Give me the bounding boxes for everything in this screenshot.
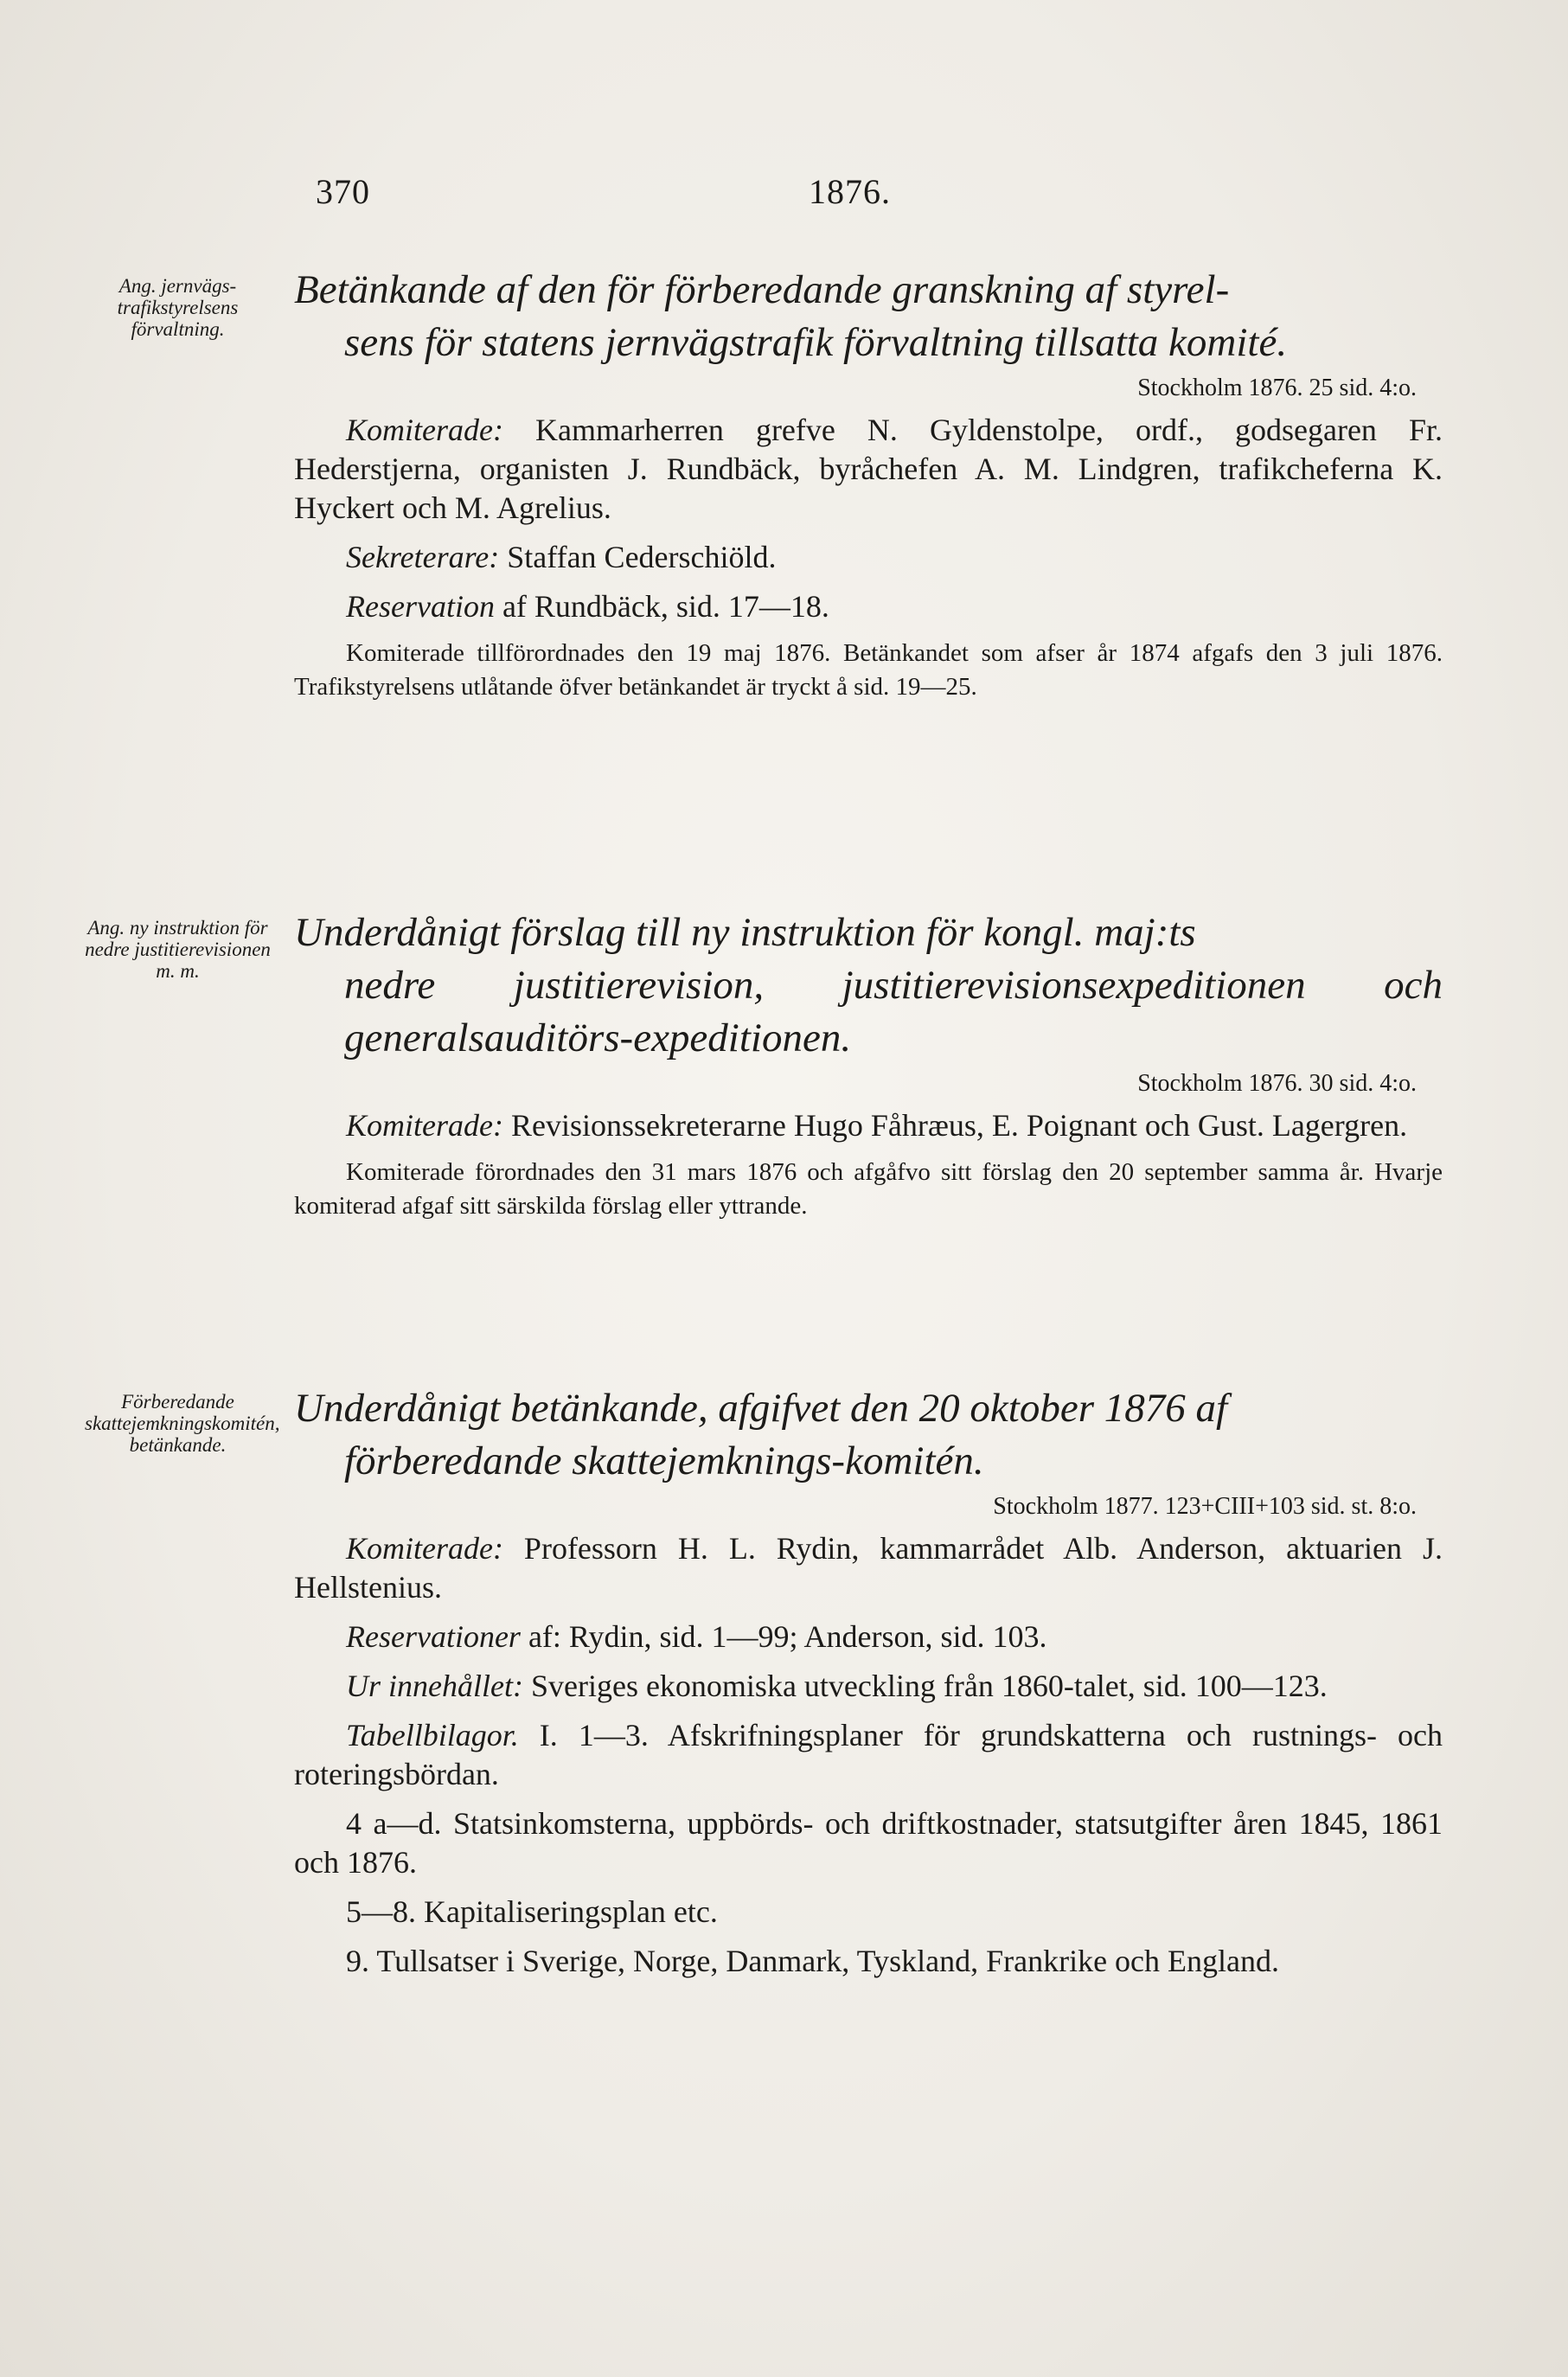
committee-text: Professorn H. L. Rydin, kammarrådet Alb. Anderson, aktuarien J. Hellstenius.: [294, 1531, 1443, 1605]
running-year: 1876.: [809, 172, 891, 211]
entry-title-rest: förberedande skattejemknings-komitén.: [344, 1438, 984, 1483]
entry-title: [294, 264, 1443, 369]
committee-members: [294, 1529, 1443, 1607]
entry-title: [294, 1382, 1443, 1488]
contents: [294, 1667, 1443, 1706]
appendix-item: 5—8. Kapitaliseringsplan etc.: [346, 1894, 718, 1929]
contents-label: Ur innehållet:: [346, 1669, 523, 1703]
secretary-label: Sekreterare:: [346, 540, 500, 574]
appendix-item: 9. Tullsatser i Sverige, Norge, Danmark, Tyskland, Frankrike och England.: [346, 1944, 1279, 1978]
reservation: [294, 587, 1443, 626]
committee-text: Kammarherren grefve N. Gyldenstolpe, ordf., godsegaren Fr. Hederstjerna, organisten J. Rundbäck, byråchefen A. M. Lindgren, trafikcheferna K. Hyckert och M. Agrelius.: [294, 413, 1443, 525]
reservation-text: af Rundbäck, sid. 17—18.: [494, 589, 829, 624]
entry-title-line1: Underdånigt förslag till ny instruktion för kongl. maj:ts: [294, 910, 1196, 955]
committee-label: Komiterade:: [346, 413, 503, 447]
reservations-label: Reservationer: [346, 1619, 521, 1654]
secretary-text: Staffan Cederschiöld.: [499, 540, 777, 574]
table-appendices-text: I. 1—3. Afskrifningsplaner för grundskatterna och rustnings- och roteringsbördan.: [294, 1718, 1443, 1791]
entry-title-line1: Underdånigt betänkande, afgifvet den 20 oktober 1876 af: [294, 1386, 1228, 1431]
entry-skattejemkning: [294, 1382, 1443, 1991]
reservation-label: Reservation: [346, 589, 495, 624]
entry-title: [294, 907, 1443, 1065]
entry-jernvagstrafik: [294, 264, 1443, 714]
publication-info: Stockholm 1876. 30 sid. 4:o.: [1137, 1070, 1417, 1097]
publication-info: Stockholm 1877. 123+CIII+103 sid. st. 8:o.: [993, 1493, 1417, 1520]
publication-info: Stockholm 1876. 25 sid. 4:o.: [1137, 375, 1417, 401]
secretary: [294, 538, 1443, 577]
table-appendices: [294, 1716, 1443, 1794]
contents-text: Sveriges ekonomiska utveckling från 1860-talet, sid. 100—123.: [522, 1669, 1328, 1703]
margin-note-3: Förberedande skattejemkningskomitén, betänkande.: [85, 1391, 280, 1456]
committee-label: Komiterade:: [346, 1531, 503, 1566]
committee-text: Revisionssekreterarne Hugo Fåhræus, E. Poignant och Gust. Lagergren.: [502, 1108, 1408, 1143]
reservations-text: af: Rydin, sid. 1—99; Anderson, sid. 103.: [520, 1619, 1047, 1654]
margin-note-2: Ang. ny instruktion för nedre justitierevisionen m. m.: [85, 917, 271, 982]
entry-title-rest: nedre justitierevision, justitierevisionsexpeditionen och generalsauditörs-expeditionen.: [344, 963, 1443, 1060]
reservations: [294, 1618, 1443, 1656]
committee-members: [294, 411, 1443, 528]
entry-title-line1: Betänkande af den för förberedande granskning af styrel-: [294, 267, 1230, 312]
committee-members: [294, 1106, 1443, 1145]
note-paragraph: Komiterade förordnades den 31 mars 1876 och afgåfvo sitt förslag den 20 september samma år. Hvarje komiterad afgaf sitt särskilda förslag eller yttrande.: [294, 1158, 1443, 1220]
entry-justitierevision: [294, 907, 1443, 1233]
margin-note-1: Ang. jernvägs-trafikstyrelsens förvaltning.: [117, 275, 239, 340]
page-number: 370: [316, 172, 370, 211]
committee-label: Komiterade:: [346, 1108, 503, 1143]
appendix-item: 4 a—d. Statsinkomsterna, uppbörds- och driftkostnader, statsutgifter åren 1845, 1861 och 1876.: [294, 1806, 1443, 1880]
note-paragraph: Komiterade tillförordnades den 19 maj 1876. Betänkandet som afser år 1874 afgafs den 3 juli 1876. Trafikstyrelsens utlåtande öfver betänkandet är tryckt å sid. 19—25.: [294, 639, 1443, 701]
entry-title-rest: sens för statens jernvägstrafik förvaltning tillsatta komité.: [344, 320, 1288, 365]
table-appendices-label: Tabellbilagor.: [346, 1718, 519, 1752]
